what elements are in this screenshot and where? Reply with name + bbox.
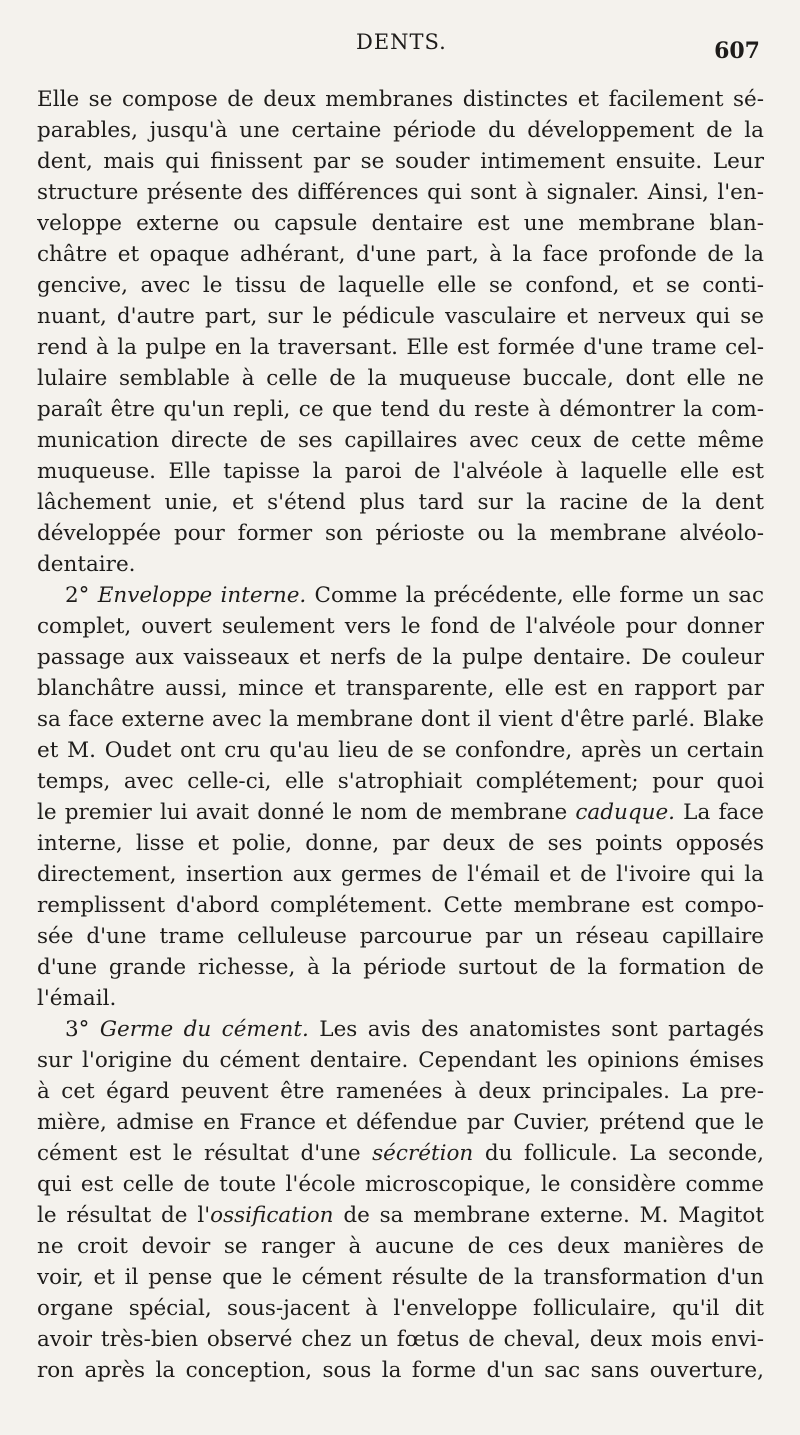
- body-text: [37, 84, 764, 1386]
- italic-text: Enveloppe interne.: [97, 583, 307, 608]
- text-segment: Comme la précédente, elle forme un sac: [306, 583, 764, 608]
- text-line: [37, 890, 764, 921]
- text-segment: muqueuse. Elle tapisse la paroi de l'alvéole à laquelle elle est: [37, 459, 764, 484]
- page-number: 607: [714, 38, 760, 64]
- text-segment: organe spécial, sous-jacent à l'enveloppe folliculaire, qu'il dit: [37, 1296, 764, 1321]
- text-line: [37, 1107, 764, 1138]
- text-line: [37, 301, 764, 332]
- text-segment: interne, lisse et polie, donne, par deux de ses points opposés: [37, 831, 764, 856]
- text-segment: rend à la pulpe en la traversant. Elle est formée d'une trame cel-: [37, 335, 764, 360]
- text-segment: sa face externe avec la membrane dont il vient d'être parlé. Blake: [37, 707, 764, 732]
- text-segment: voir, et il pense que le cément résulte de la transformation d'un: [37, 1265, 764, 1290]
- text-line: [37, 1169, 764, 1200]
- text-segment: remplissent d'abord complétement. Cette membrane est compo-: [37, 893, 764, 918]
- text-segment: structure présente des différences qui sont à signaler. Ainsi, l'en-: [37, 180, 764, 205]
- text-line: [37, 177, 764, 208]
- text-segment: mière, admise en France et défendue par Cuvier, prétend que le: [37, 1110, 764, 1135]
- text-segment: paraît être qu'un repli, ce que tend du reste à démontrer la com-: [37, 397, 764, 422]
- text-line: [37, 1355, 764, 1386]
- text-line: [37, 487, 764, 518]
- text-line: [37, 766, 764, 797]
- italic-text: caduque.: [575, 800, 676, 825]
- text-segment: munication directe de ses capillaires avec ceux de cette même: [37, 428, 764, 453]
- text-segment: le premier lui avait donné le nom de membrane: [37, 800, 576, 825]
- text-line: [37, 611, 764, 642]
- text-segment: passage aux vaisseaux et nerfs de la pulpe dentaire. De couleur: [37, 645, 764, 670]
- italic-text: sécrétion: [372, 1141, 474, 1166]
- text-segment: dent, mais qui finissent par se souder intimement ensuite. Leur: [37, 149, 764, 174]
- text-segment: blanchâtre aussi, mince et transparente, elle est en rapport par: [37, 676, 764, 701]
- text-line: [37, 580, 764, 611]
- text-line: [37, 1138, 764, 1169]
- text-line: [37, 1045, 764, 1076]
- text-line: [37, 239, 764, 270]
- text-line: [37, 673, 764, 704]
- text-segment: lâchement unie, et s'étend plus tard sur la racine de la dent: [37, 490, 764, 515]
- text-segment: cément est le résultat d'une: [37, 1141, 373, 1166]
- text-segment: nuant, d'autre part, sur le pédicule vasculaire et nerveux qui se: [37, 304, 764, 329]
- text-line: [37, 518, 764, 549]
- running-title: DENTS.: [356, 30, 447, 54]
- text-segment: sur l'origine du cément dentaire. Cependant les opinions émises: [37, 1048, 764, 1073]
- text-segment: Elle se compose de deux membranes distinctes et facilement sé-: [37, 87, 764, 112]
- text-line: [37, 394, 764, 425]
- text-segment: dentaire.: [37, 552, 136, 577]
- running-head: [0, 30, 800, 64]
- text-line: [37, 735, 764, 766]
- text-segment: sée d'une trame celluleuse parcourue par un réseau capillaire: [37, 924, 764, 949]
- text-line: [37, 363, 764, 394]
- text-segment: veloppe externe ou capsule dentaire est une membrane blan-: [37, 211, 764, 236]
- text-segment: d'une grande richesse, à la période surtout de la formation de: [37, 955, 764, 980]
- text-line: [37, 84, 764, 115]
- text-segment: complet, ouvert seulement vers le fond de l'alvéole pour donner: [37, 614, 764, 639]
- text-segment: temps, avec celle-ci, elle s'atrophiait complétement; pour quoi: [37, 769, 764, 794]
- text-line: [37, 1200, 764, 1231]
- text-line: [37, 425, 764, 456]
- text-line: [37, 208, 764, 239]
- text-segment: 2°: [65, 583, 98, 608]
- text-line: [37, 115, 764, 146]
- text-line: [37, 270, 764, 301]
- text-segment: parables, jusqu'à une certaine période du développement de la: [37, 118, 764, 143]
- text-line: [37, 859, 764, 890]
- text-line: [37, 456, 764, 487]
- text-segment: La face: [675, 800, 764, 825]
- text-segment: qui est celle de toute l'école microscopique, le considère comme: [37, 1172, 764, 1197]
- text-line: [37, 1262, 764, 1293]
- text-segment: de sa membrane externe. M. Magitot: [333, 1203, 764, 1228]
- text-line: [37, 1076, 764, 1107]
- text-line: [37, 983, 764, 1014]
- text-segment: développée pour former son périoste ou la membrane alvéolo-: [37, 521, 764, 546]
- text-segment: gencive, avec le tissu de laquelle elle se confond, et se conti-: [37, 273, 764, 298]
- text-segment: ne croit devoir se ranger à aucune de ces deux manières de: [37, 1234, 764, 1259]
- text-segment: l'émail.: [37, 986, 117, 1011]
- italic-text: ossification: [210, 1203, 334, 1228]
- text-line: [37, 921, 764, 952]
- text-line: [37, 332, 764, 363]
- text-line: [37, 146, 764, 177]
- text-line: [37, 1324, 764, 1355]
- text-line: [37, 952, 764, 983]
- text-segment: directement, insertion aux germes de l'émail et de l'ivoire qui la: [37, 862, 764, 887]
- text-line: [37, 1014, 764, 1045]
- italic-text: Germe du cément.: [99, 1017, 309, 1042]
- text-segment: avoir très-bien observé chez un fœtus de cheval, deux mois envi-: [37, 1327, 764, 1352]
- text-segment: 3°: [65, 1017, 100, 1042]
- text-segment: et M. Oudet ont cru qu'au lieu de se confondre, après un certain: [37, 738, 764, 763]
- text-segment: Les avis des anatomistes sont partagés: [308, 1017, 764, 1042]
- text-segment: le résultat de l': [37, 1203, 211, 1228]
- text-line: [37, 1293, 764, 1324]
- text-line: [37, 797, 764, 828]
- text-line: [37, 642, 764, 673]
- text-segment: ron après la conception, sous la forme d'un sac sans ouverture,: [37, 1358, 764, 1383]
- text-segment: du follicule. La seconde,: [473, 1141, 764, 1166]
- text-segment: châtre et opaque adhérant, d'une part, à la face profonde de la: [37, 242, 764, 267]
- text-line: [37, 828, 764, 859]
- text-line: [37, 1231, 764, 1262]
- text-line: [37, 549, 764, 580]
- text-line: [37, 704, 764, 735]
- text-segment: lulaire semblable à celle de la muqueuse buccale, dont elle ne: [37, 366, 764, 391]
- text-segment: à cet égard peuvent être ramenées à deux principales. La pre-: [37, 1079, 764, 1104]
